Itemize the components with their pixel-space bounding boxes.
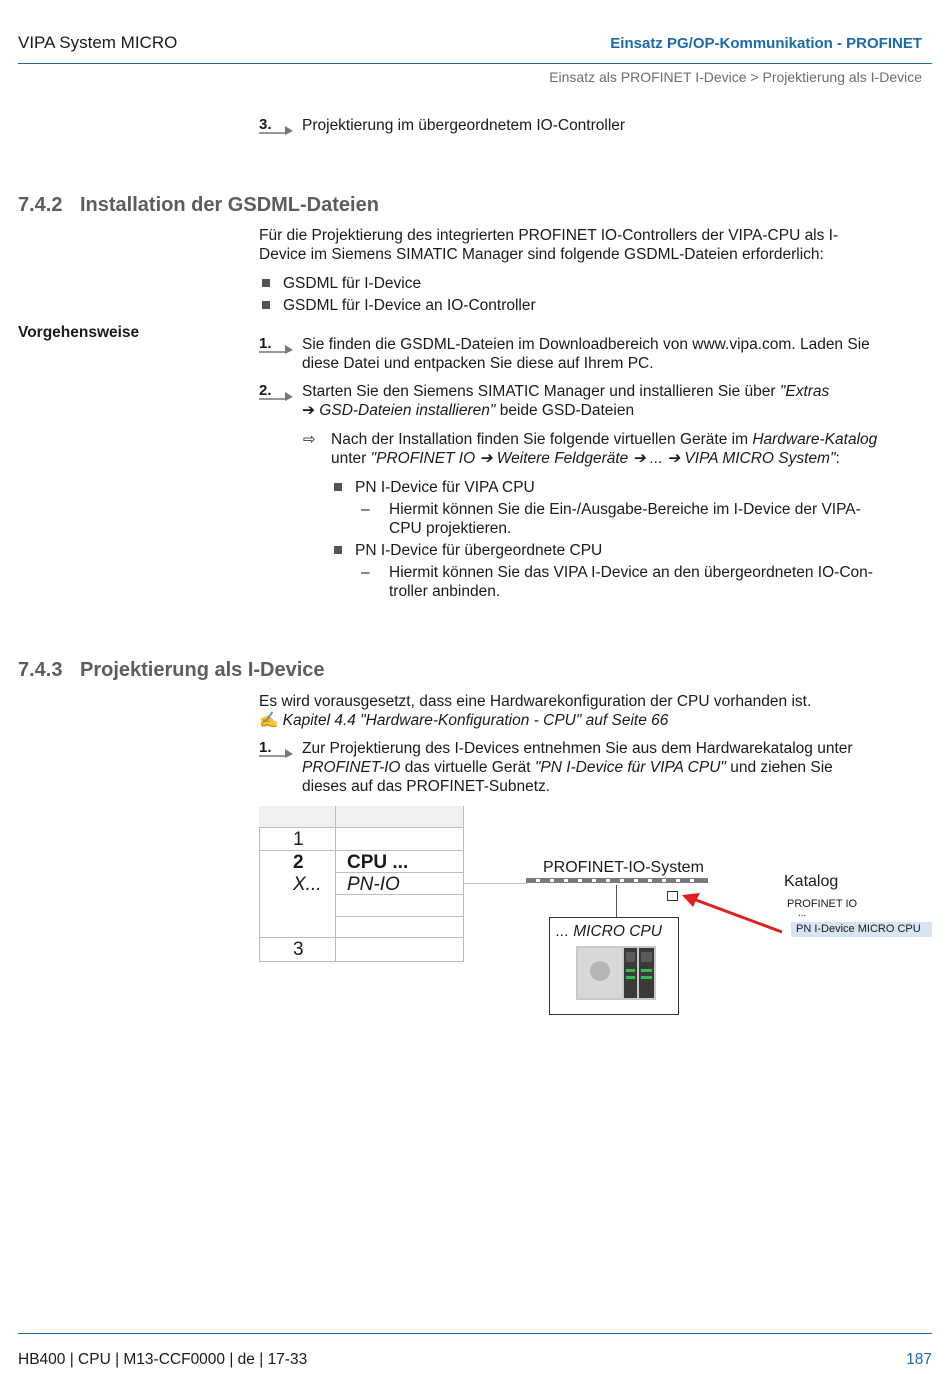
drag-arrow-icon — [680, 893, 784, 937]
text-run: Nach der Installation finden Sie folgende virtuellen Geräte im — [331, 431, 753, 448]
step-number: 1. — [259, 739, 272, 756]
step-line — [302, 382, 932, 401]
square-bullet-icon — [262, 279, 270, 287]
section-title: Installation der GSDML-Dateien — [80, 194, 379, 216]
dash-icon: – — [361, 564, 370, 581]
section-heading-743 — [18, 659, 325, 682]
list-item — [262, 274, 536, 296]
text-run: das virtuelle Gerät — [400, 759, 535, 776]
section-title: Projektierung als I-Device — [80, 659, 325, 681]
result-line — [331, 430, 941, 449]
device-name: PN I-Device für VIPA CPU — [355, 479, 535, 496]
section-number: 7.4.3 — [18, 659, 63, 681]
step-text: Projektierung im übergeordnetem IO-Controller — [302, 117, 626, 134]
list-item — [334, 478, 934, 500]
catalog-path: "PROFINET IO ➔ Weitere Feldgeräte ➔ ... ➔ VIPA MICRO System" — [370, 450, 836, 467]
device-name: PN I-Device für übergeordnete CPU — [355, 542, 603, 559]
step-number: 2. — [259, 382, 272, 399]
rack-header — [259, 806, 463, 828]
network-label: PROFINET-IO-System — [543, 859, 704, 876]
step-line: diese Datei und entpacken Sie diese auf Ihrem PC. — [302, 355, 654, 372]
section-intro — [259, 226, 939, 264]
catalog-reference: Hardware-Katalog — [752, 431, 878, 448]
catalog-title: Katalog — [784, 873, 839, 890]
text-run: unter — [331, 450, 371, 467]
text-run: und ziehen Sie — [725, 759, 833, 776]
reference-text: Kapitel 4.4 "Hardware-Konfiguration - CPU" auf Seite 66 — [278, 712, 669, 729]
device-label: ... MICRO CPU — [556, 923, 662, 940]
step-arrow-icon — [259, 389, 295, 401]
catalog-item-selected[interactable]: PN I-Device MICRO CPU — [791, 922, 932, 937]
step-line — [302, 758, 932, 777]
bullet-list — [262, 274, 536, 318]
step-number: 3. — [259, 116, 272, 133]
rack-row-divider — [259, 850, 463, 851]
step-arrow-icon — [259, 342, 295, 354]
step-arrow-icon — [259, 746, 295, 758]
device-name: "PN I-Device für VIPA CPU" — [534, 759, 726, 776]
step-text — [302, 335, 932, 373]
result-arrow-icon: ⇨ — [303, 431, 316, 448]
header-product: VIPA System MICRO — [18, 33, 178, 52]
footer-doc-id: HB400 | CPU | M13-CCF0000 | de | 17-33 — [18, 1351, 308, 1368]
section-intro — [259, 692, 939, 730]
cross-reference-link[interactable] — [259, 711, 939, 730]
list-item — [262, 296, 536, 318]
slot-number: 2 — [293, 852, 304, 873]
module-cpu[interactable]: CPU ... — [347, 852, 409, 873]
breadcrumb: Einsatz als PROFINET I-Device > Projektierung als I-Device — [549, 69, 922, 85]
step-line — [302, 401, 932, 420]
profinet-bus-line[interactable] — [526, 877, 708, 885]
slot-number: 1 — [293, 829, 304, 850]
device-description — [389, 563, 929, 601]
device-list — [334, 541, 934, 560]
slot-number: 3 — [293, 939, 304, 960]
desc-line: troller anbinden. — [389, 583, 501, 600]
intro-line: Für die Projektierung des integrierten PROFINET IO-Controllers der VIPA-CPU als I- — [259, 227, 839, 244]
dash-icon: – — [361, 501, 370, 518]
step-arrow-icon — [259, 123, 295, 135]
desc-line: Hiermit können Sie die Ein-/Ausgabe-Bereiche im I-Device der VIPA- — [389, 501, 861, 518]
desc-line: Hiermit können Sie das VIPA I-Device an den übergeordneten IO-Con- — [389, 564, 873, 581]
connection-line — [463, 883, 527, 884]
arrow-right-icon: ➔ — [302, 402, 315, 419]
catalog-folder[interactable]: PROFINET IO — [787, 898, 858, 910]
reference-icon: ✍ — [259, 712, 279, 729]
catalog-folder: PROFINET-IO — [302, 759, 401, 776]
menu-path: "Extras — [779, 383, 830, 400]
step-line: Zur Projektierung des I-Devices entnehmen Sie aus dem Hardwarekatalog unter — [302, 740, 853, 757]
list-item-text: GSDML für I-Device — [283, 275, 422, 292]
square-bullet-icon — [334, 483, 342, 491]
text-run: Starten Sie den Siemens SIMATIC Manager und installieren Sie über — [302, 383, 780, 400]
result-text — [331, 430, 941, 468]
module-pnio[interactable]: PN-IO — [347, 874, 400, 895]
desc-line: CPU projektieren. — [389, 520, 512, 537]
cpu-module-image-icon — [576, 946, 656, 1000]
footer-divider — [18, 1333, 932, 1334]
result-line — [331, 449, 941, 468]
square-bullet-icon — [334, 546, 342, 554]
step-line: Sie finden die GSDML-Dateien im Downloadbereich von www.vipa.com. Laden Sie — [302, 336, 870, 353]
section-number: 7.4.2 — [18, 194, 63, 216]
step-text — [302, 739, 932, 796]
step-line: dieses auf das PROFINET-Subnetz. — [302, 778, 551, 795]
list-item-text: GSDML für I-Device an IO-Controller — [283, 297, 536, 314]
square-bullet-icon — [262, 301, 270, 309]
slot-number: X... — [293, 874, 322, 895]
device-description — [389, 500, 929, 538]
step-text — [302, 382, 932, 420]
text-run: : — [835, 450, 840, 467]
intro-line: Es wird vorausgesetzt, dass eine Hardwarekonfiguration der CPU vorhanden ist. — [259, 693, 812, 710]
drop-target-icon[interactable] — [667, 891, 678, 901]
device-connection-line — [616, 885, 617, 918]
menu-path: GSD-Dateien installieren" — [315, 402, 496, 419]
section-heading-742 — [18, 194, 379, 217]
device-list — [334, 478, 934, 500]
rack-row-divider — [335, 916, 463, 917]
step-number: 1. — [259, 335, 272, 352]
header-divider — [18, 63, 932, 64]
intro-line: Device im Siemens SIMATIC Manager sind folgende GSDML-Dateien erforderlich: — [259, 246, 824, 263]
header-chapter: Einsatz PG/OP-Kommunikation - PROFINET — [610, 35, 922, 52]
list-item — [334, 541, 934, 560]
side-label-procedure: Vorgehensweise — [18, 324, 140, 341]
catalog-ellipsis: ... — [798, 908, 807, 919]
text-run: beide GSD-Dateien — [495, 402, 635, 419]
page-number: 187 — [906, 1351, 932, 1368]
rack-row-divider — [259, 937, 463, 938]
